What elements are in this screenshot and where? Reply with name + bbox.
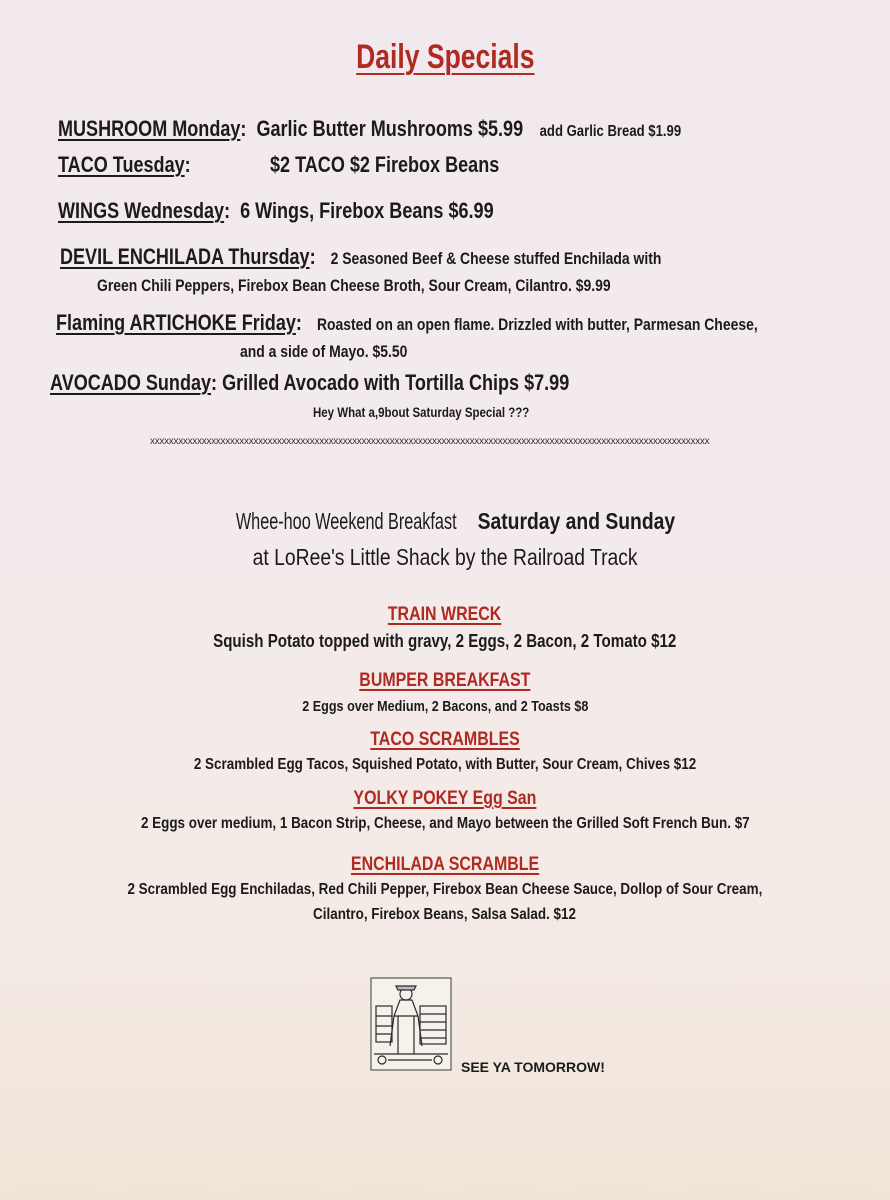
special-monday: MUSHROOM Monday: Garlic Butter Mushrooms $5.99 add Garlic Bread $1.99 (58, 116, 682, 141)
item-title-enchilada-scramble: ENCHILADA SCRAMBLE (350, 854, 540, 875)
day-label: DEVIL ENCHILADA Thursday (60, 244, 310, 269)
day-label: MUSHROOM Monday (58, 116, 241, 141)
special-text: Grilled Avocado with Tortilla Chips $7.99 (222, 370, 570, 395)
item-desc-train-wreck: Squish Potato topped with gravy, 2 Eggs, 2 Bacon, 2 Tomato $12 (213, 631, 677, 651)
special-sunday: AVOCADO Sunday: Grilled Avocado with Tortilla Chips $7.99 (50, 370, 570, 395)
chef-illustration-icon (368, 976, 454, 1072)
special-text: Garlic Butter Mushrooms $5.99 (256, 116, 524, 141)
sign-off: SEE YA TOMORROW! (461, 1059, 605, 1075)
item-desc-enchilada-scramble-2: Cilantro, Firebox Beans, Salsa Salad. $12 (313, 906, 577, 923)
weekend-heading: Whee-hoo Weekend BreakfastSaturday and Sunday (235, 508, 676, 534)
item-title-taco-scrambles: TACO SCRAMBLES (370, 729, 520, 750)
item-desc-enchilada-scramble: 2 Scrambled Egg Enchiladas, Red Chili Pepper, Firebox Bean Cheese Sauce, Dollop of Sour Cream, (127, 881, 763, 898)
item-title-yolky-pokey: YOLKY POKEY Egg San (353, 788, 537, 809)
separator-line: xxxxxxxxxxxxxxxxxxxxxxxxxxxxxxxxxxxxxxxxxxxxxxxxxxxxxxxxxxxxxxxxxxxxxxxxxxxxxxxxxxxxxxxxxxxxxxxxxxxxxxxxxxxxxxxxxxxxxxx (150, 436, 710, 447)
special-tuesday: TACO Tuesday: (58, 152, 191, 177)
item-title-bumper-breakfast: BUMPER BREAKFAST (359, 670, 531, 691)
special-wednesday: WINGS Wednesday: 6 Wings, Firebox Beans $6.99 (58, 198, 494, 223)
day-label: WINGS Wednesday (58, 198, 225, 223)
weekend-subheading: at LoRee's Little Shack by the Railroad Track (252, 544, 638, 570)
special-thursday: DEVIL ENCHILADA Thursday: 2 Seasoned Beef & Cheese stuffed Enchilada with (60, 244, 662, 269)
special-friday: Flaming ARTICHOKE Friday: Roasted on an open flame. Drizzled with butter, Parmesan Cheese, (56, 310, 758, 335)
item-title-train-wreck: TRAIN WRECK (388, 604, 502, 625)
special-thursday-text2: Green Chili Peppers, Firebox Bean Cheese Broth, Sour Cream, Cilantro. $9.99 (97, 276, 611, 295)
item-desc-yolky-pokey: 2 Eggs over medium, 1 Bacon Strip, Cheese, and Mayo between the Grilled Soft French Bun. $7 (140, 815, 750, 832)
special-friday-text2: and a side of Mayo. $5.50 (240, 342, 408, 361)
item-desc-taco-scrambles: 2 Scrambled Egg Tacos, Squished Potato, with Butter, Sour Cream, Chives $12 (193, 756, 697, 773)
day-label: TACO Tuesday (58, 152, 185, 177)
special-text: Roasted on an open flame. Drizzled with butter, Parmesan Cheese, (316, 315, 758, 334)
item-desc-bumper-breakfast: 2 Eggs over Medium, 2 Bacons, and 2 Toasts $8 (301, 698, 589, 715)
special-extra: add Garlic Bread $1.99 (539, 123, 682, 140)
special-text: 6 Wings, Firebox Beans $6.99 (240, 198, 494, 223)
menu-title: Daily Specials (355, 38, 535, 76)
special-tuesday-text: $2 TACO $2 Firebox Beans (270, 152, 500, 177)
saturday-note: Hey What a,9bout Saturday Special ??? (313, 404, 530, 420)
day-label: AVOCADO Sunday (50, 370, 212, 395)
special-text: 2 Seasoned Beef & Cheese stuffed Enchilada with (330, 249, 662, 268)
day-label: Flaming ARTICHOKE Friday (56, 310, 296, 335)
